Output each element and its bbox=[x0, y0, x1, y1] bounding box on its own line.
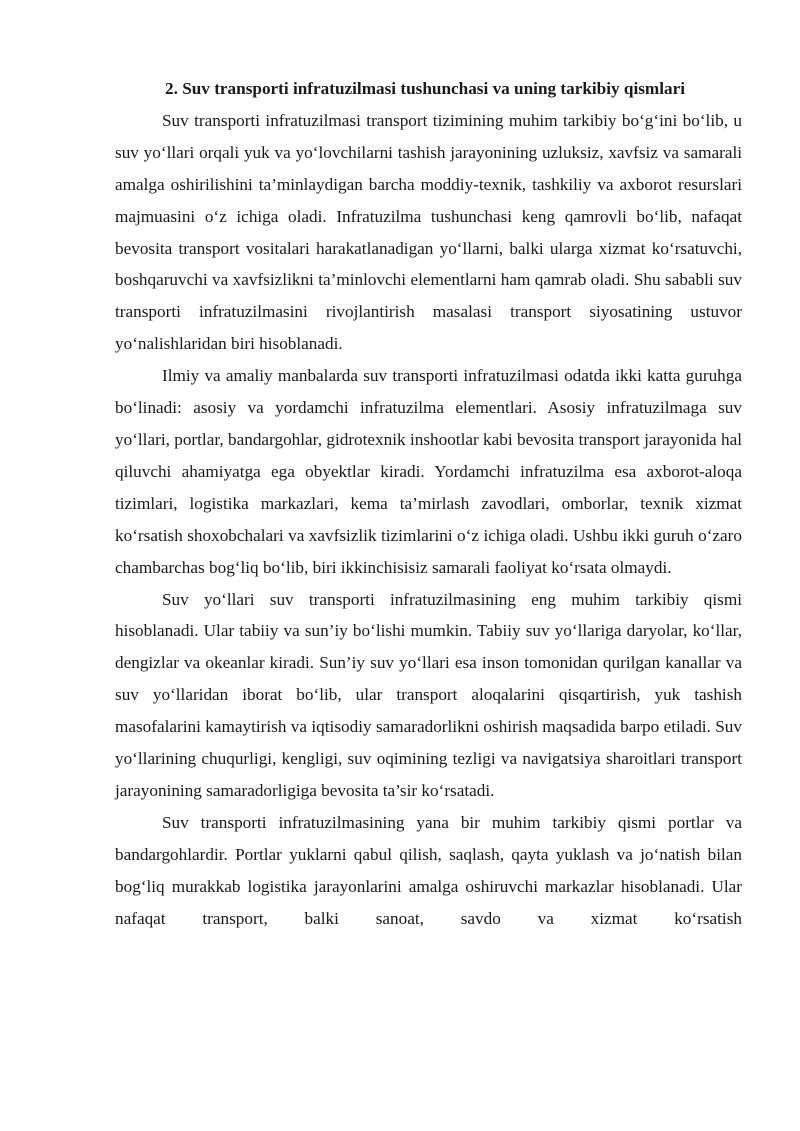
paragraph-infrastructure-groups: Ilmiy va amaliy manbalarda suv transporti infratuzilmasi odatda ikki katta guruhga bo‘linadi: asosiy va yordamchi infratuzilma elementlari. Asosiy infratuzilmaga suv yo‘llari, portlar, bandargohlar, gidrotexnik inshootlar kabi bevosita transport jarayonida hal qiluvchi ahamiyatga ega obyektlar kiradi. Yordamchi infratuzilma esa axborot-aloqa tizimlari, logistika markazlari, kema ta’mirlash zavodlari, omborlar, texnik xizmat ko‘rsatish shoxobchalari va xavfsizlik tizimlarini o‘z ichiga oladi. Ushbu ikki guruh o‘zaro chambarchas bog‘liq bo‘lib, biri ikkinchisisiz samarali faoliyat ko‘rsata olmaydi. bbox=[115, 366, 742, 577]
paragraph-ports: Suv transporti infratuzilmasining yana bir muhim tarkibiy qismi portlar va bandargohlardir. Portlar yuklarni qabul qilish, saqlash, qayta yuklash va jo‘natish bilan bog‘liq murakkab logistika jarayonlarini amalga oshiruvchi markazlar hisoblanadi. Ular nafaqat transport, balki sanoat, savdo va xizmat ko‘rsatish bbox=[115, 812, 742, 928]
document-body bbox=[115, 73, 742, 934]
section-heading: 2. Suv transporti infratuzilmasi tushunchasi va uning tarkibiy qismlari bbox=[165, 79, 686, 98]
paragraph-infrastructure-definition: Suv transporti infratuzilmasi transport tizimining muhim tarkibiy bo‘g‘ini bo‘lib, u suv yo‘llari orqali yuk va yo‘lovchilarni tashish jarayonining uzluksiz, xavfsiz va samarali amalga oshirilishini ta’minlaydigan barcha moddiy-texnik, tashkiliy va axborot resurslari majmuasini o‘z ichiga oladi. Infratuzilma tushunchasi keng qamrovli bo‘lib, nafaqat bevosita transport vositalari harakatlanadigan yo‘llarni, balki ularga xizmat ko‘rsatuvchi, boshqaruvchi va xavfsizlikni ta’minlovchi elementlarni ham qamrab oladi. Shu sababli suv transporti infratuzilmasini rivojlantirish masalasi transport siyosatining ustuvor yo‘nalishlaridan biri hisoblanadi. bbox=[115, 110, 742, 354]
paragraph-waterways: Suv yo‘llari suv transporti infratuzilmasining eng muhim tarkibiy qismi hisoblanadi. Ular tabiiy va sun’iy bo‘lishi mumkin. Tabiiy suv yo‘llariga daryolar, ko‘llar, dengizlar va okeanlar kiradi. Sun’iy suv yo‘llari esa inson tomonidan qurilgan kanallar va suv yo‘llaridan iborat bo‘lib, ular transport aloqalarini qisqartirish, yuk tashish masofalarini kamaytirish va iqtisodiy samaradorlikni oshirish maqsadida barpo etiladi. Suv yo‘llarining chuqurligi, kengligi, suv oqimining tezligi va navigatsiya sharoitlari transport jarayonining samaradorligiga bevosita ta’sir ko‘rsatadi. bbox=[115, 589, 742, 800]
